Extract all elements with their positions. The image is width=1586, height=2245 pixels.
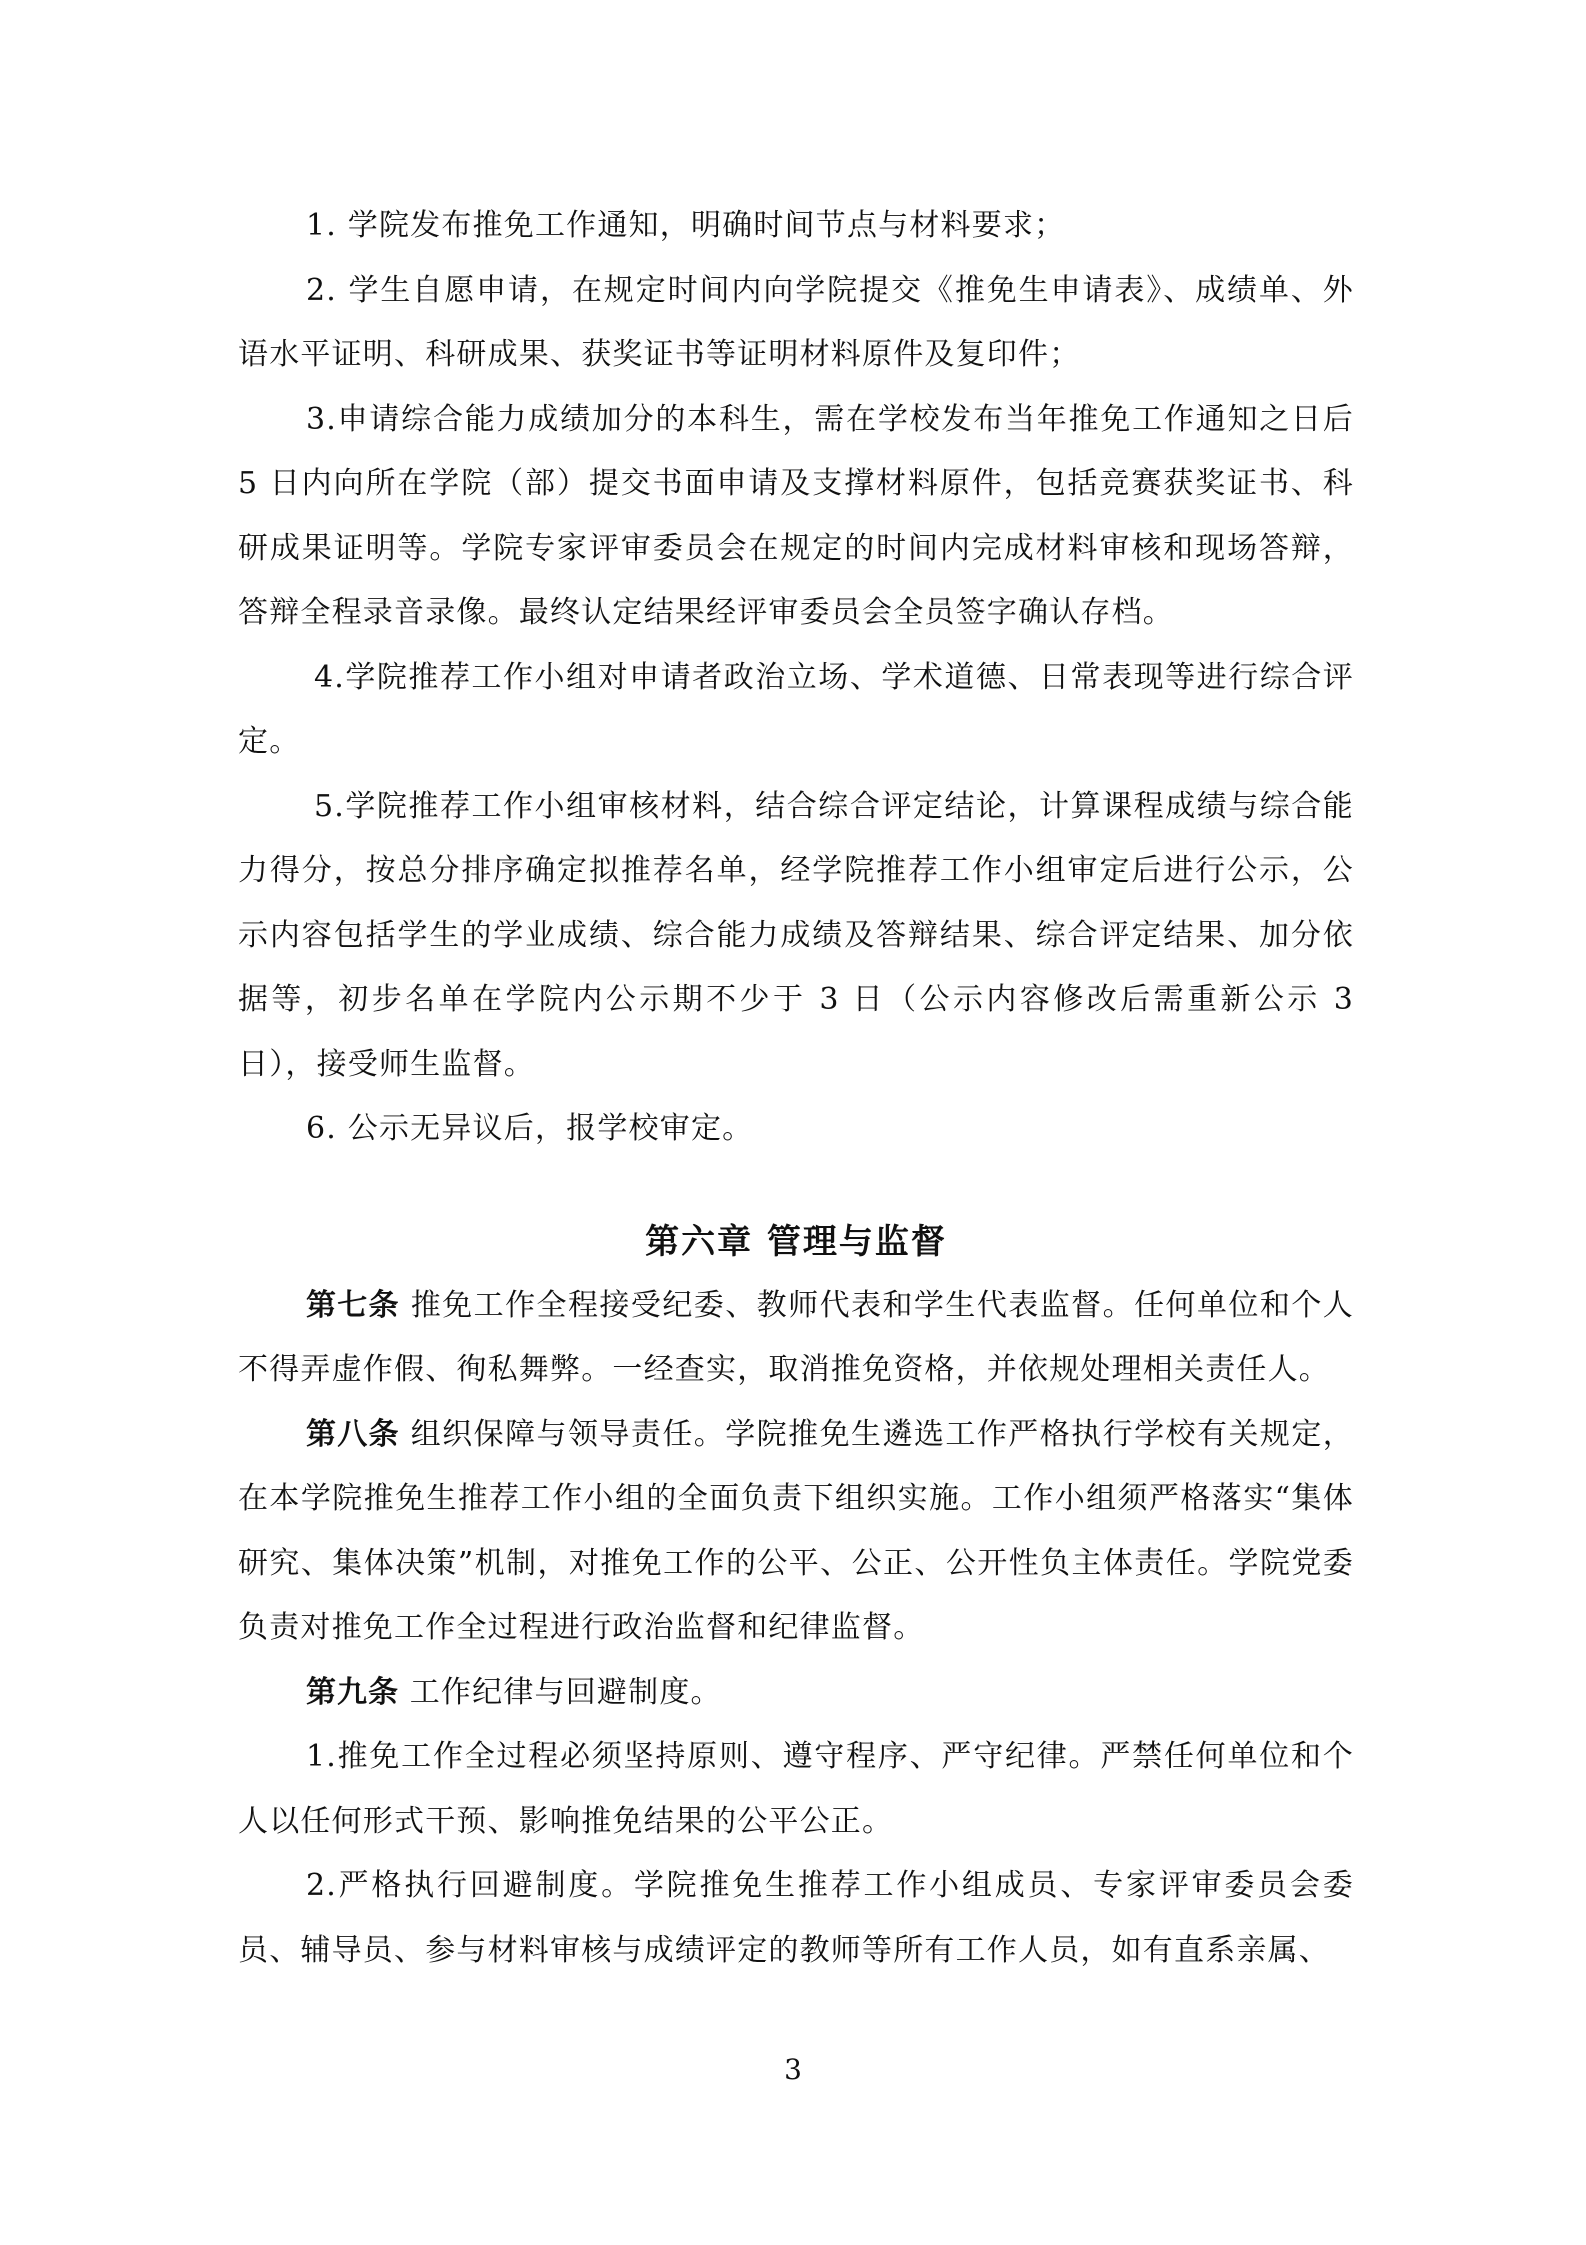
page-content [238,194,1354,1983]
article-8-label: 第八条 [306,1416,400,1452]
article-9 [238,1661,1354,1726]
article-7 [238,1274,1354,1403]
procedure-item-4: 4.学院推荐工作小组对申请者政治立场、学术道德、日常表现等进行综合评定。 [238,659,1354,759]
article-7-text: 推免工作全程接受纪委、教师代表和学生代表监督。任何单位和个人不得弄虚作假、徇私舞弊。一经查实，取消推免资格，并依规处理相关责任人。 [238,1287,1354,1387]
procedure-item-1: 1. 学院发布推免工作通知，明确时间节点与材料要求； [306,208,1066,243]
article-7-label: 第七条 [306,1287,400,1323]
procedure-item-6: 6. 公示无异议后，报学校审定。 [306,1111,754,1146]
page-number: 3 [784,2053,802,2086]
article-8-text: 组织保障与领导责任。学院推免生遴选工作严格执行学校有关规定，在本学院推免生推荐工作小组的全面负责下组织实施。工作小组须严格落实“集体研究、集体决策”机制，对推免工作的公平、公正、公开性负主体责任。学院党委负责对推免工作全过程进行政治监督和纪律监督。 [238,1416,1354,1645]
discipline-item-1: 1.推免工作全过程必须坚持原则、遵守程序、严守纪律。严禁任何单位和个人以任何形式干预、影响推免结果的公平公正。 [238,1739,1354,1839]
procedure-item-3: 3.申请综合能力成绩加分的本科生，需在学校发布当年推免工作通知之日后 5 日内向所在学院（部）提交书面申请及支撑材料原件，包括竞赛获奖证书、科研成果证明等。学院专家评审委员会在规定的时间内完成材料审核和现场答辩，答辩全程录音录像。最终认定结果经评审委员会全员签字确认存档。 [238,401,1354,630]
procedure-item-2: 2. 学生自愿申请，在规定时间内向学院提交《推免生申请表》、成绩单、外语水平证明、科研成果、获奖证书等证明材料原件及复印件； [238,272,1354,372]
procedure-item-5: 5.学院推荐工作小组审核材料，结合综合评定结论，计算课程成绩与综合能力得分，按总分排序确定拟推荐名单，经学院推荐工作小组审定后进行公示，公示内容包括学生的学业成绩、综合能力成绩及答辩结果、综合评定结果、加分依据等，初步名单在学院内公示期不少于 3 日（公示内容修改后需重新公示 3 日），接受师生监督。 [238,788,1354,1082]
discipline-item-2: 2.严格执行回避制度。学院推免生推荐工作小组成员、专家评审委员会委员、辅导员、参与材料审核与成绩评定的教师等所有工作人员，如有直系亲属、 [238,1868,1354,1968]
article-8 [238,1403,1354,1661]
article-9-label: 第九条 [306,1674,399,1710]
article-9-text: 工作纪律与回避制度。 [399,1674,722,1710]
section-spacer [238,1162,1354,1210]
chapter-title: 第六章 管理与监督 [645,1221,947,1262]
